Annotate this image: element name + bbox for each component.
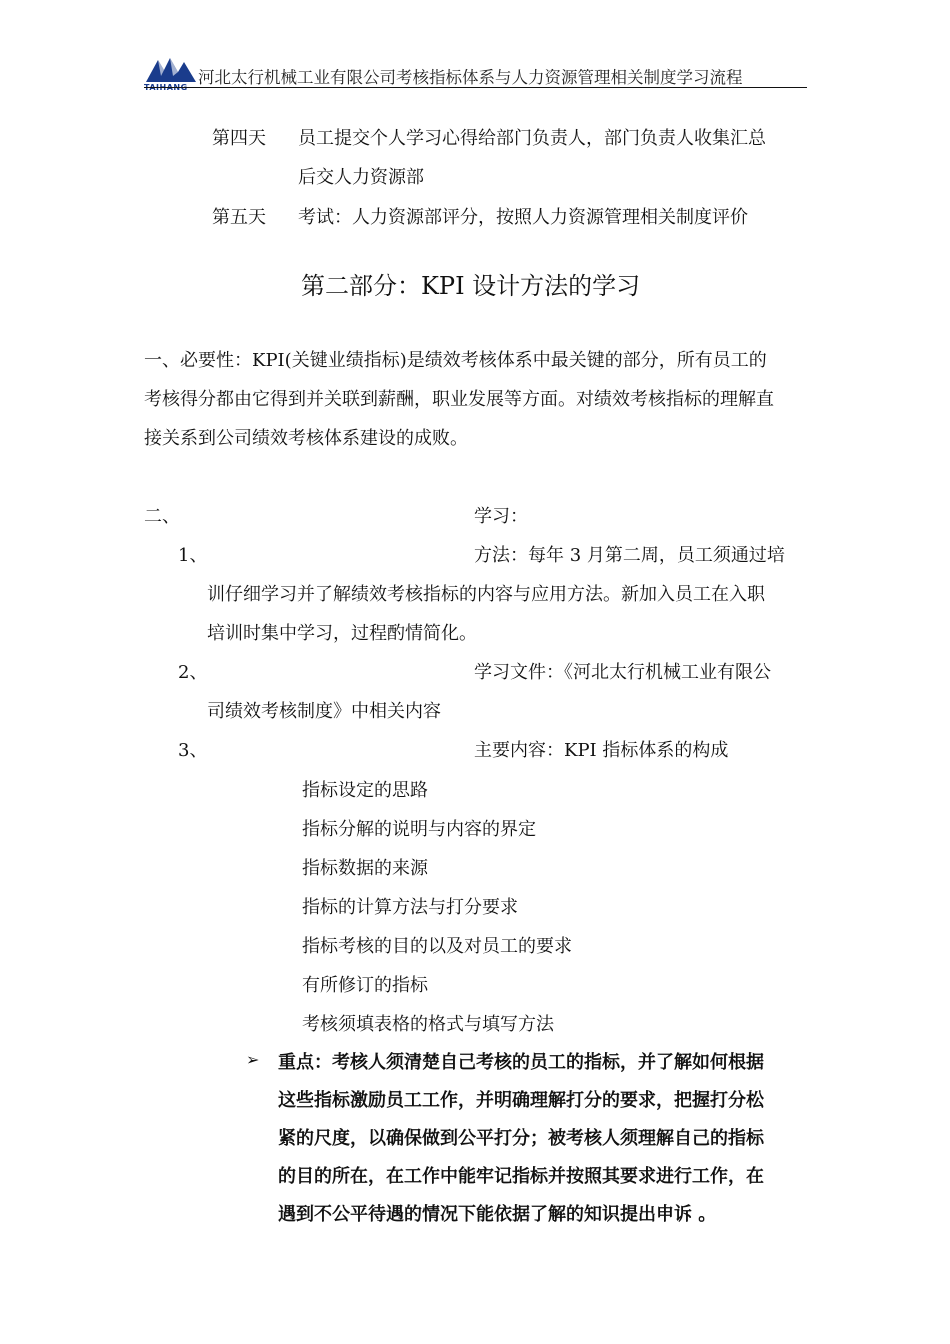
section-title: 第二部分：KPI 设计方法的学习: [301, 272, 641, 300]
item1-line1: 方法：每年 3 月第二周，员工须通过培: [474, 545, 785, 566]
logo-text: TAIHANG: [144, 83, 188, 92]
header-title: 河北太行机械工业有限公司考核指标体系与人力资源管理相关制度学习流程: [198, 68, 743, 87]
item1-line2: 训仔细学习并了解绩效考核指标的内容与应用方法。新加入员工在入职: [207, 584, 765, 605]
item2-number: 2、: [178, 662, 208, 683]
key-point-line3: 紧的尺度，以确保做到公平打分；被考核人须理解自己的指标: [278, 1128, 764, 1149]
content-item: 指标分解的说明与内容的界定: [302, 819, 536, 840]
necessity-line1: 一、必要性：KPI(关键业绩指标)是绩效考核体系中最关键的部分，所有员工的: [144, 350, 767, 371]
day4-label: 第四天: [212, 128, 266, 149]
content-item: 指标考核的目的以及对员工的要求: [302, 936, 572, 957]
item2-line2: 司绩效考核制度》中相关内容: [207, 701, 441, 722]
necessity-line2: 考核得分都由它得到并关联到薪酬，职业发展等方面。对绩效考核指标的理解直: [144, 389, 774, 410]
day4-text-line2: 后交人力资源部: [298, 167, 424, 188]
key-point-line2: 这些指标激励员工工作，并明确理解打分的要求，把握打分松: [278, 1090, 764, 1111]
day4-text-line1: 员工提交个人学习心得给部门负责人，部门负责人收集汇总: [298, 128, 766, 149]
key-point-line5: 遇到不公平待遇的情况下能依据了解的知识提出申诉 。: [278, 1204, 717, 1225]
header-divider: [144, 87, 807, 88]
content-item: 指标数据的来源: [302, 858, 428, 879]
content-item: 指标设定的思路: [302, 780, 428, 801]
item3-line1: 主要内容：KPI 指标体系的构成: [474, 740, 729, 761]
item1-number: 1、: [178, 545, 208, 566]
study-label: 学习：: [474, 506, 528, 527]
content-item: 有所修订的指标: [302, 975, 428, 996]
key-point-line1: 重点：考核人须清楚自己考核的员工的指标，并了解如何根据: [278, 1052, 764, 1073]
item3-number: 3、: [178, 740, 208, 761]
item2-line1: 学习文件：《河北太行机械工业有限公: [474, 662, 771, 683]
necessity-line3: 接关系到公司绩效考核体系建设的成败。: [144, 428, 468, 449]
item1-line3: 培训时集中学习，过程酌情简化。: [207, 623, 477, 644]
arrow-bullet-icon: ➢: [246, 1050, 260, 1069]
content-item: 考核须填表格的格式与填写方法: [302, 1014, 554, 1035]
day5-text: 考试：人力资源部评分，按照人力资源管理相关制度评价: [298, 207, 748, 228]
day5-label: 第五天: [212, 207, 266, 228]
study-number: 二、: [144, 506, 180, 527]
key-point-line4: 的目的所在，在工作中能牢记指标并按照其要求进行工作，在: [278, 1166, 764, 1187]
content-item: 指标的计算方法与打分要求: [302, 897, 518, 918]
